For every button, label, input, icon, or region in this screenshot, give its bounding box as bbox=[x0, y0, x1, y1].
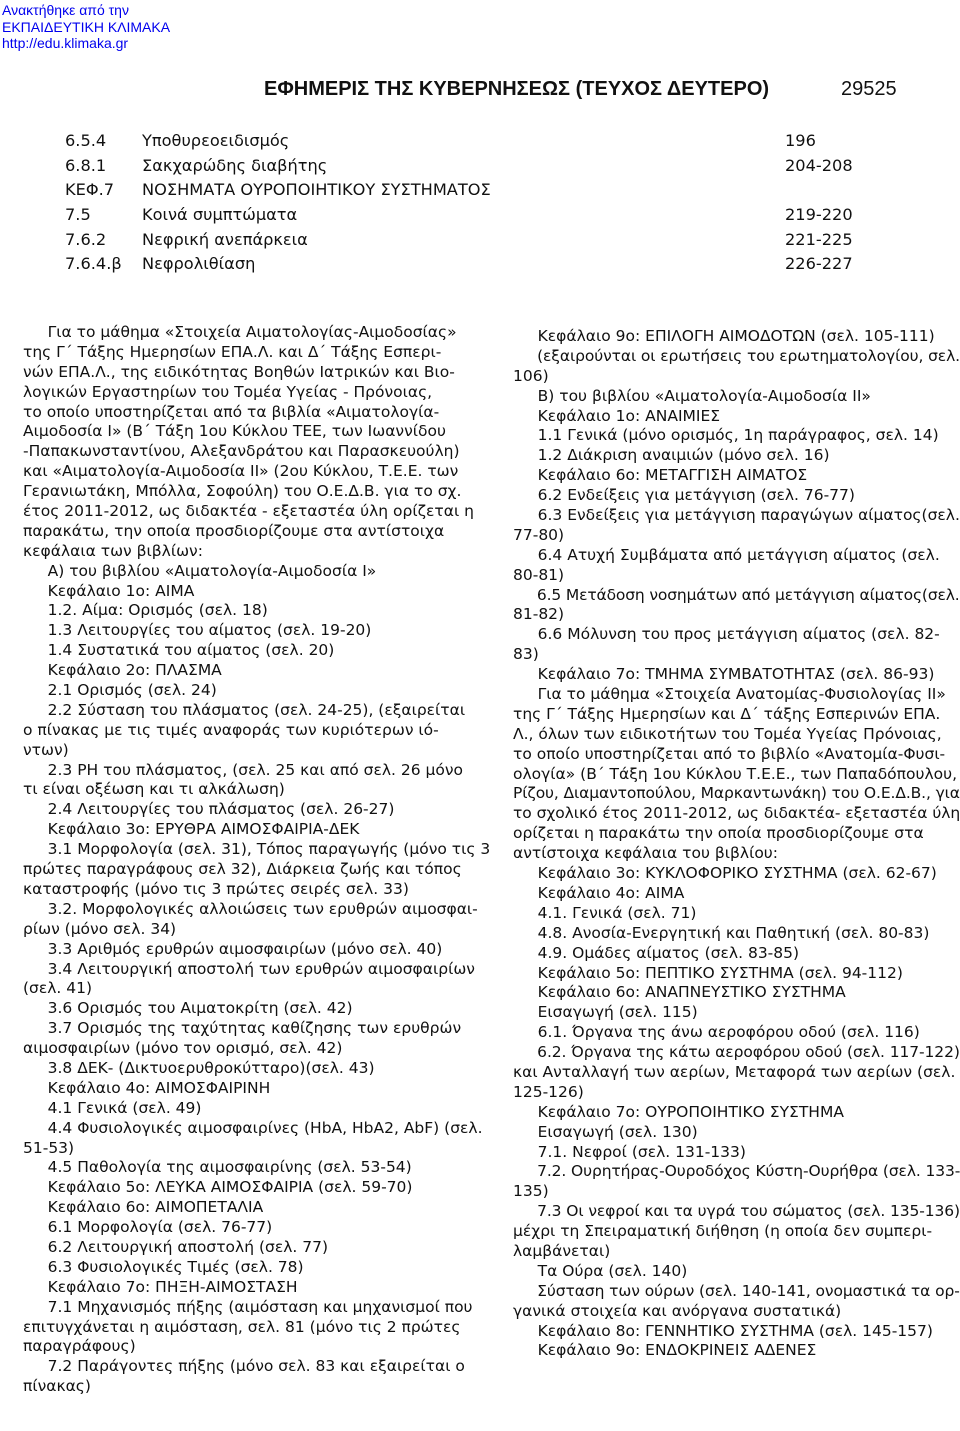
toc-pages: 196 bbox=[785, 131, 816, 150]
text-line: 3.6 Ορισμός του Αιματοκρίτη (σελ. 42) bbox=[23, 999, 353, 1018]
text-line: Κεφάλαιο 4ο: ΑΙΜΟΣΦΑΙΡΙΝΗ bbox=[23, 1078, 271, 1097]
text-line: 4.5 Παθολογία της αιμοσφαιρίνης (σελ. 53-54) bbox=[23, 1158, 412, 1177]
text-line: -Παπακωνσταντίνου, Αλεξανδράτου και Παρασκευούλη) bbox=[23, 442, 460, 461]
text-line: Κεφάλαιο 7ο: ΤΜΗΜΑ ΣΥΜΒΑΤΟΤΗΤΑΣ (σελ. 86-93) bbox=[513, 665, 935, 684]
text-line: Α) του βιβλίου «Αιματολογία-Αιμοδοσία Ι» bbox=[23, 561, 377, 580]
source-note-line: Ανακτήθηκε από την bbox=[2, 2, 129, 18]
text-line: Κεφάλαιο 6ο: ΑΝΑΠΝΕΥΣΤΙΚΟ ΣΥΣΤΗΜΑ bbox=[513, 983, 846, 1002]
text-line: 1.3 Λειτουργίες του αίματος (σελ. 19-20) bbox=[23, 621, 372, 640]
text-line: Εισαγωγή (σελ. 115) bbox=[513, 1003, 698, 1022]
toc-pages: 219-220 bbox=[785, 205, 853, 225]
text-line: έτος 2011-2012, ως διδακτέα - εξεταστέα ύλη ορίζεται η bbox=[23, 502, 474, 521]
text-line: παραγράφους) bbox=[23, 1337, 136, 1356]
text-line: το οποίο υποστηρίζεται από τα βιβλία «Αιματολογία- bbox=[23, 402, 440, 421]
toc-title: Σακχαρώδης διαβήτης bbox=[142, 155, 328, 175]
text-line: μέχρι τη Σπειραματική διήθηση (η οποία δεν συμπερι- bbox=[513, 1222, 933, 1241]
text-line: 6.3 Φυσιολογικές Τιμές (σελ. 78) bbox=[23, 1257, 304, 1276]
toc-row bbox=[55, 179, 915, 204]
text-line: 4.1. Γενικά (σελ. 71) bbox=[513, 903, 697, 922]
text-line: πρώτες παραγράφους σελ 32), Διάρκεια ζωής και τόπος bbox=[23, 860, 462, 879]
text-line: ο πίνακας με τις τιμές αναφοράς των κυριότερων ιό- bbox=[23, 720, 439, 739]
text-line: 6.4 Ατυχή Συμβάματα από μετάγγιση αίματος (σελ. bbox=[513, 545, 940, 564]
text-line: της Γ΄ Τάξης Ημερησίων ΕΠΑ.Λ. και Δ΄ Τάξης Εσπερι- bbox=[23, 342, 442, 361]
text-line: 135) bbox=[513, 1182, 549, 1201]
text-line: 7.1. Νεφροί (σελ. 131-133) bbox=[513, 1142, 746, 1161]
text-line: 4.9. Ομάδες αίματος (σελ. 83-85) bbox=[513, 943, 800, 962]
text-line: 4.4 Φυσιολογικές αιμοσφαιρίνες (HbA, HbA2, AbF) (σελ. bbox=[23, 1118, 483, 1137]
toc-title: Νεφρολιθίαση bbox=[142, 254, 256, 274]
text-line: Για το μάθημα «Στοιχεία Αιματολογίας-Αιμοδοσίας» bbox=[23, 323, 457, 341]
toc-pages: 204-208 bbox=[785, 155, 853, 175]
text-line: Κεφάλαιο 7ο: ΠΗΞΗ-ΑΙΜΟΣΤΑΣΗ bbox=[23, 1277, 298, 1296]
gazette-title: ΕΦΗΜΕΡΙΣ ΤΗΣ ΚΥΒΕΡΝΗΣΕΩΣ (ΤΕΥΧΟΣ ΔΕΥΤΕΡΟ) bbox=[264, 78, 770, 100]
running-header bbox=[264, 74, 960, 104]
toc-table bbox=[55, 130, 915, 278]
toc-row bbox=[55, 155, 915, 180]
text-line: νών ΕΠΑ.Λ., της ειδικότητας Βοηθών Ιατρικών και Βιο- bbox=[23, 362, 455, 381]
text-line: ολογία» (Β΄ Τάξη 1ου Κύκλου Τ.Ε.Ε., των Παπαδόπουλου, bbox=[513, 764, 957, 783]
toc-title: ΝΟΣΗΜΑΤΑ ΟΥΡΟΠΟΙΗΤΙΚΟΥ ΣΥΣΤΗΜΑΤΟΣ bbox=[142, 180, 491, 200]
text-line: Κεφάλαιο 5ο: ΠΕΠΤΙΚΟ ΣΥΣΤΗΜΑ (σελ. 94-112) bbox=[513, 963, 903, 982]
text-line: 7.2. Ουρητήρας-Ουροδόχος Κύστη-Ουρήθρα (σελ. 133- bbox=[513, 1162, 960, 1181]
toc-title: Κοινά συμπτώματα bbox=[142, 205, 298, 225]
text-line: το σχολικό έτος 2011-2012, ως διδακτέα- εξεταστέα ύλη bbox=[513, 804, 960, 823]
text-line: Κεφάλαιο 6ο: ΑΙΜΟΠΕΤΑΛΙΑ bbox=[23, 1198, 264, 1217]
text-line: καταστροφής (μόνο τις 3 πρώτες σειρές σελ. 33) bbox=[23, 879, 409, 898]
text-line: (εξαιρούνται οι ερωτήσεις του ερωτηματολογίου, σελ. bbox=[513, 346, 960, 365]
text-line: 3.2. Μορφολογικές αλλοιώσεις των ερυθρών αιμοσφαι- bbox=[23, 899, 478, 918]
text-line: 6.2. Όργανα της κάτω αεροφόρου οδού (σελ. 117-122) bbox=[513, 1043, 960, 1062]
toc-code: 7.6.4.β bbox=[65, 254, 122, 274]
text-line: 6.1 Μορφολογία (σελ. 76-77) bbox=[23, 1218, 273, 1237]
left-text-column bbox=[23, 323, 493, 1397]
text-line: Κεφάλαιο 6ο: ΜΕΤΑΓΓΙΣΗ ΑΙΜΑΤΟΣ bbox=[513, 466, 808, 485]
text-line: 6.3 Ενδείξεις για μετάγγιση παραγώγων αίματος(σελ. bbox=[513, 506, 960, 525]
text-line: πίνακας) bbox=[23, 1377, 91, 1396]
text-line: 7.2 Παράγοντες πήξης (μόνο σελ. 83 και εξαιρείται ο bbox=[23, 1357, 465, 1376]
text-line: 81-82) bbox=[513, 605, 565, 624]
text-line: Τα Ούρα (σελ. 140) bbox=[513, 1261, 688, 1280]
text-line: 4.1 Γενικά (σελ. 49) bbox=[23, 1098, 202, 1117]
text-line: 3.8 ΔΕΚ- (Δικτυοερυθροκύτταρο)(σελ. 43) bbox=[23, 1058, 375, 1077]
text-line: 3.4 Λειτουργική αποστολή των ερυθρών αιμοσφαιρίων bbox=[23, 959, 475, 978]
text-line: 6.2 Λειτουργική αποστολή (σελ. 77) bbox=[23, 1237, 329, 1256]
text-line: Γερανιωτάκη, Μπόλλα, Σοφούλη) του Ο.Ε.Δ.Β. για το σχ. bbox=[23, 482, 462, 501]
toc-code: 6.8.1 bbox=[65, 155, 107, 175]
text-line: Αιμοδοσία I» (Β΄ Τάξη 1ου Κύκλου ΤΕΕ, των Ιωαννίδου bbox=[23, 422, 446, 441]
toc-row bbox=[55, 130, 915, 155]
text-line: Κεφάλαιο 8ο: ΓΕΝΝΗΤΙΚΟ ΣΥΣΤΗΜΑ (σελ. 145-157) bbox=[513, 1321, 933, 1340]
text-line: 7.3 Οι νεφροί και τα υγρά του σώματος (σελ. 135-136) bbox=[513, 1202, 960, 1221]
text-line: Κεφάλαιο 4ο: ΑΙΜΑ bbox=[513, 883, 685, 902]
text-line: 83) bbox=[513, 645, 539, 664]
text-line: 1.2. Αίμα: Ορισμός (σελ. 18) bbox=[23, 601, 268, 620]
text-line: 51-53) bbox=[23, 1138, 75, 1157]
toc-code: 7.5 bbox=[65, 205, 91, 225]
text-line: 2.3 PH του πλάσματος, (σελ. 25 και από σελ. 26 μόνο bbox=[23, 760, 464, 779]
text-line: Λ., όλων των ειδικοτήτων του Τομέα Υγείας Πρόνοιας, bbox=[513, 724, 942, 743]
text-line: και Ανταλλαγή των αερίων, Μεταφορά των αερίων (σελ. bbox=[513, 1062, 956, 1081]
text-line: λογικών Εργαστηρίων του Τομέα Υγείας - Πρόνοιας, bbox=[23, 382, 433, 401]
text-line: παρακάτω, την οποία προσδιορίζουμε στα αντίστοιχα bbox=[23, 521, 445, 540]
text-line: 77-80) bbox=[513, 525, 565, 544]
toc-title: Νεφρική ανεπάρκεια bbox=[142, 229, 308, 249]
text-line: Για το μάθημα «Στοιχεία Ανατομίας-Φυσιολογίας ΙΙ» bbox=[513, 685, 946, 704]
text-line: 1.1 Γενικά (μόνο ορισμός, 1η παράγραφος, σελ. 14) bbox=[513, 426, 939, 445]
text-line: 125-126) bbox=[513, 1082, 584, 1101]
text-line: λαμβάνεται) bbox=[513, 1241, 611, 1260]
source-link[interactable]: http://edu.klimaka.gr bbox=[2, 35, 129, 51]
text-line: 2.2 Σύσταση του πλάσματος (σελ. 24-25), (εξαιρείται bbox=[23, 700, 466, 719]
source-note-line: ΕΚΠΑΙΔΕΥΤΙΚΗ ΚΛΙΜΑΚΑ bbox=[2, 18, 171, 35]
toc-row bbox=[55, 253, 915, 278]
text-line: τι είναι οξέωση και τι αλκάλωση) bbox=[23, 780, 285, 799]
toc-pages: 226-227 bbox=[785, 254, 853, 274]
text-line: Εισαγωγή (σελ. 130) bbox=[513, 1122, 698, 1141]
text-line: 3.3 Αριθμός ερυθρών αιμοσφαιρίων (μόνο σελ. 40) bbox=[23, 939, 443, 958]
text-line: 6.2 Ενδείξεις για μετάγγιση (σελ. 76-77) bbox=[513, 486, 855, 505]
text-line: 3.1 Μορφολογία (σελ. 31), Τόπος παραγωγής (μόνο τις 3 bbox=[23, 840, 491, 859]
toc-code: 7.6.2 bbox=[65, 229, 107, 249]
text-line: αιμοσφαιρίων (μόνο τον ορισμό, σελ. 42) bbox=[23, 1039, 343, 1058]
text-line: γανικά στοιχεία και ανόργανα συστατικά) bbox=[513, 1301, 842, 1320]
text-line: 7.1 Μηχανισμός πήξης (αιμόσταση και μηχανισμοί που bbox=[23, 1297, 473, 1316]
text-line: Σύσταση των ούρων (σελ. 140-141, ονομαστικά τα ορ- bbox=[513, 1281, 960, 1300]
text-line: ρίων (μόνο σελ. 34) bbox=[23, 919, 177, 938]
text-line: 1.4 Συστατικά του αίματος (σελ. 20) bbox=[23, 641, 335, 660]
page-number: 29525 bbox=[841, 78, 897, 100]
text-line: Κεφάλαιο 7ο: ΟΥΡΟΠΟΙΗΤΙΚΟ ΣΥΣΤΗΜΑ bbox=[513, 1102, 844, 1121]
text-line: Κεφάλαιο 1ο: ΑΙΜΑ bbox=[23, 581, 195, 600]
text-line: Κεφάλαιο 9ο: ΕΠΙΛΟΓΗ ΑΙΜΟΔΟΤΩΝ (σελ. 105-111) bbox=[513, 327, 935, 345]
text-line: 106) bbox=[513, 366, 549, 385]
text-line: Κεφάλαιο 2ο: ΠΛΑΣΜΑ bbox=[23, 661, 222, 680]
text-line: Β) του βιβλίου «Αιματολογία-Αιμοδοσία ΙΙ» bbox=[513, 386, 871, 405]
text-line: το οποίο υποστηρίζεται από το βιβλίο «Ανατομία-Φυσι- bbox=[513, 744, 946, 763]
text-line: Κεφάλαιο 9ο: ΕΝΔΟΚΡΙΝΕΙΣ ΑΔΕΝΕΣ bbox=[513, 1341, 817, 1360]
text-line: Ρίζου, Διαμαντοπούλου, Μαρκαντωνάκη) του Ο.Ε.Δ.Β., για bbox=[513, 784, 960, 803]
text-line: 4.8. Ανοσία-Ενεργητική και Παθητική (σελ. 80-83) bbox=[513, 923, 930, 942]
text-line: Κεφάλαιο 3ο: ΕΡΥΘΡΑ ΑΙΜΟΣΦΑΙΡΙΑ-ΔΕΚ bbox=[23, 820, 360, 839]
text-line: 6.6 Μόλυνση του προς μετάγγιση αίματος (σελ. 82- bbox=[513, 625, 940, 644]
right-text-column bbox=[513, 327, 960, 1361]
text-line: Κεφάλαιο 5ο: ΛΕΥΚΑ ΑΙΜΟΣΦΑΙΡΙΑ (σελ. 59-70) bbox=[23, 1178, 413, 1197]
source-note bbox=[2, 2, 302, 52]
text-line: (σελ. 41) bbox=[23, 979, 93, 998]
text-line: 2.4 Λειτουργίες του πλάσματος (σελ. 26-27) bbox=[23, 800, 395, 819]
text-line: ντων) bbox=[23, 740, 69, 759]
toc-pages: 221-225 bbox=[785, 229, 853, 249]
toc-code: ΚΕΦ.7 bbox=[65, 180, 115, 200]
text-line: 6.5 Μετάδοση νοσημάτων από μετάγγιση αίματος(σελ. bbox=[513, 585, 960, 604]
text-line: 2.1 Ορισμός (σελ. 24) bbox=[23, 681, 217, 700]
text-line: 1.2 Διάκριση αναιμιών (μόνο σελ. 16) bbox=[513, 446, 830, 465]
text-line: της Γ΄ Τάξης Ημερησίων και Δ΄ τάξης Εσπερινών ΕΠΑ. bbox=[513, 704, 941, 723]
text-line: Κεφάλαιο 3ο: ΚΥΚΛΟΦΟΡΙΚΟ ΣΥΣΤΗΜΑ (σελ. 62-67) bbox=[513, 864, 937, 883]
toc-row bbox=[55, 204, 915, 229]
text-line: 6.1. Όργανα της άνω αεροφόρου οδού (σελ. 116) bbox=[513, 1023, 920, 1042]
text-line: Κεφάλαιο 1ο: ΑΝΑΙΜΙΕΣ bbox=[513, 406, 721, 425]
toc-title: Υποθυρεοειδισμός bbox=[142, 131, 290, 150]
toc-row bbox=[55, 229, 915, 254]
text-line: 80-81) bbox=[513, 565, 565, 584]
text-line: ορίζεται η παρακάτω την οποία προσδιορίζουμε στα bbox=[513, 824, 924, 843]
toc-code: 6.5.4 bbox=[65, 131, 107, 150]
text-line: κεφάλαια των βιβλίων: bbox=[23, 541, 203, 560]
text-line: επιτυγχάνεται η αιμόσταση, σελ. 81 (μόνο τις 2 πρώτες bbox=[23, 1317, 461, 1336]
text-line: και «Αιματολογία-Αιμοδοσία ΙΙ» (2ου Κύκλου, Τ.Ε.Ε. των bbox=[23, 462, 459, 481]
text-line: 3.7 Ορισμός της ταχύτητας καθίζησης των ερυθρών bbox=[23, 1019, 462, 1038]
text-line: αντίστοιχα κεφάλαια του βιβλίου: bbox=[513, 844, 778, 863]
